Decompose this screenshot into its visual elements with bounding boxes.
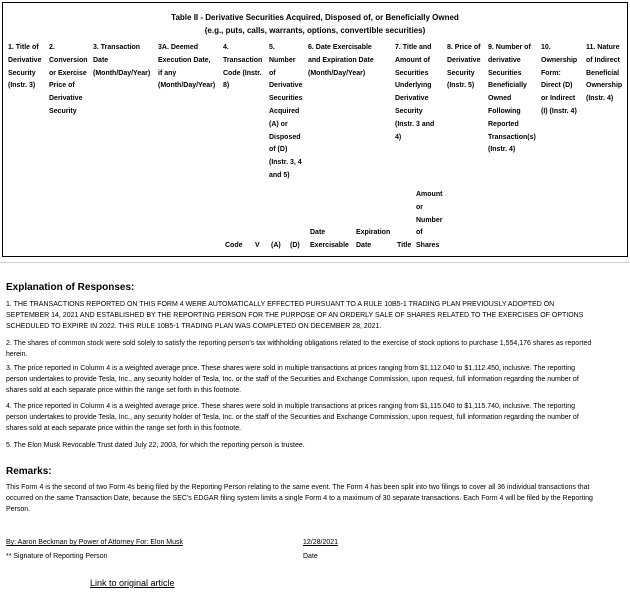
column-header-9-line: Security bbox=[447, 69, 475, 77]
derivative-table bbox=[2, 2, 628, 257]
signature-label: ** Signature of Reporting Person bbox=[6, 553, 108, 560]
column-header-10-line: Owned bbox=[488, 95, 512, 103]
footnote-4: 4. The price reported in Column 4 is a weighted average price. These shares were sold in multiple transactions at prices ranging from $1,115.040 to $1,115.740, inclusive. The reporting person undertakes to provide Tesla, Inc., any security holder of Tesla, Inc. or the staff of the Securities and Exchange Commission, upon request, full information regarding the number of shares sold at each separate price within the range set forth in this footnote. bbox=[6, 403, 579, 432]
column-header-8-line: Securities bbox=[395, 69, 429, 77]
subheader-amount-1: Amount bbox=[416, 191, 443, 198]
column-header-1-line: Derivative bbox=[8, 56, 42, 64]
column-header-11-line: (I) (Instr. 4) bbox=[541, 108, 577, 115]
column-header-10-line: Securities bbox=[488, 69, 522, 77]
subheader-date-exercisable-1: Date bbox=[310, 229, 326, 236]
column-header-10-line: derivative bbox=[488, 56, 521, 64]
footnote-5: 5. The Elon Musk Revocable Trust dated July 22, 2003, for which the reporting person is trustee. bbox=[6, 442, 305, 449]
column-header-2-line: Conversion bbox=[49, 56, 88, 64]
column-header-8-line: Underlying bbox=[395, 82, 432, 90]
column-header-10-line: Following bbox=[488, 108, 521, 115]
column-header-12-line: Ownership bbox=[586, 82, 623, 90]
column-header-8-line: Amount of bbox=[395, 56, 430, 64]
column-header-8-line: Derivative bbox=[395, 95, 429, 103]
subheader-amount-5: Shares bbox=[416, 242, 440, 249]
column-header-5-line: Code (Instr. bbox=[223, 69, 262, 77]
signature-date: 12/28/2021 bbox=[303, 539, 339, 546]
column-header-2-line: 2. bbox=[49, 44, 55, 51]
column-header-1-line: Security bbox=[8, 69, 36, 77]
subheader-v: V bbox=[255, 242, 260, 249]
table-subtitle: (e.g., puts, calls, warrants, options, convertible securities) bbox=[204, 26, 426, 35]
column-header-4-line: if any bbox=[158, 69, 177, 77]
column-header-11-line: 10. bbox=[541, 44, 551, 51]
signature-name: By: Aaron Beckman by Power of Attorney For: Elon Musk bbox=[6, 539, 184, 546]
column-header-6-line: 5. bbox=[269, 44, 275, 51]
footnote-1: 1. THE TRANSACTIONS REPORTED ON THIS FORM 4 WERE AUTOMATICALLY EFFECTED PURSUANT TO A RULE 10B5-1 TRADING PLAN PREVIOUSLY ADOPTED ON SEPTEMBER 14, 2021 AND ESTABLISHED BY THE REPORTING PERSON FOR THE PURPOSE OF AN ORDERLY SALE OF SHARES RELATED TO THE EXERCISES OF OPTIONS SCHEDULED TO EXPIRE IN 2022. THIS RULE 10B5-1 TRADING PLAN WAS COMPLETED ON DECEMBER 28, 2021. bbox=[6, 301, 584, 330]
footnote-2: 2. The shares of common stock were sold solely to satisfy the reporting person's tax withholding obligations related to the exercise of stock options to purchase 1,554,176 shares as reported herein. bbox=[6, 340, 592, 358]
column-header-8-line: 7. Title and bbox=[395, 44, 432, 51]
subheader-amount-3: Number bbox=[416, 217, 443, 224]
column-header-6-line: of (D) bbox=[269, 146, 288, 154]
column-header-9-line: (Instr. 5) bbox=[447, 82, 475, 90]
column-header-5-line: 4. bbox=[223, 44, 229, 51]
column-header-11-line: or Indirect bbox=[541, 95, 576, 103]
column-header-3-line: (Month/Day/Year) bbox=[93, 69, 151, 77]
explanation-heading: Explanation of Responses: bbox=[6, 282, 135, 293]
column-header-6-line: (Instr. 3, 4 bbox=[269, 159, 302, 167]
column-header-4-line: (Month/Day/Year) bbox=[158, 82, 216, 90]
column-header-12-line: (Instr. 4) bbox=[586, 95, 614, 103]
column-header-10-line: 9. Number of bbox=[488, 44, 531, 51]
column-header-12-line: Beneficial bbox=[586, 69, 620, 77]
date-label: Date bbox=[303, 553, 318, 560]
column-header-2-line: Price of bbox=[49, 82, 75, 90]
subheader-date-exercisable-2: Exercisable bbox=[310, 242, 349, 249]
footnote-3: 3. The price reported in Column 4 is a weighted average price. These shares were sold in multiple transactions at prices ranging from $1,112.040 to $1,112.450, inclusive. The reporting person undertakes to provide Tesla, Inc., any security holder of Tesla, Inc. or the staff of the Securities and Exchange Commission, upon request, full information regarding the number of shares sold at each separate price within the range set forth in this footnote. bbox=[6, 365, 579, 394]
section-divider bbox=[0, 262, 630, 263]
column-header-11-line: Form: bbox=[541, 69, 561, 77]
column-header-6-line: Securities bbox=[269, 95, 303, 103]
column-header-8-line: 4) bbox=[395, 133, 402, 141]
remarks-heading: Remarks: bbox=[6, 466, 52, 477]
column-header-11-line: Ownership bbox=[541, 56, 578, 64]
column-header-10-line: (Instr. 4) bbox=[488, 146, 516, 154]
column-header-12-line: of Indirect bbox=[586, 56, 620, 64]
subheader-a: (A) bbox=[271, 242, 281, 249]
column-header-9-line: Derivative bbox=[447, 56, 481, 64]
subheader-code: Code bbox=[225, 242, 243, 249]
column-header-1-line: 1. Title of bbox=[8, 44, 39, 51]
column-header-9-line: 8. Price of bbox=[447, 44, 481, 51]
column-header-6-line: and 5) bbox=[269, 172, 290, 179]
subheader-title: Title bbox=[397, 242, 412, 249]
column-header-8-line: Security bbox=[395, 108, 423, 115]
column-header-6-line: (A) or bbox=[269, 120, 288, 128]
subheader-d: (D) bbox=[290, 242, 300, 249]
column-header-6-line: of bbox=[269, 69, 276, 77]
subheader-expiration-2: Date bbox=[356, 242, 372, 249]
column-header-2-line: Security bbox=[49, 108, 77, 115]
column-header-10-line: Beneficially bbox=[488, 82, 527, 90]
column-header-12-line: 11. Nature bbox=[586, 44, 620, 51]
column-header-5-line: Transaction bbox=[223, 56, 263, 64]
remarks-text: This Form 4 is the second of two Form 4s being filed by the Reporting Person relating to the same event. The Form 4 has been split into two filings to cover all 36 individual transactions that occurred on the same Transaction Date, because the SEC's EDGAR filing system limits a single Form 4 to a maximum of 30 separate transactions. Each Form 4 will be filed by the Reporting Person. bbox=[6, 484, 593, 513]
column-header-3-line: 3. Transaction bbox=[93, 44, 141, 51]
column-header-6-line: Disposed bbox=[269, 133, 301, 141]
column-header-2-line: or Exercise bbox=[49, 69, 87, 77]
column-header-3-line: Date bbox=[93, 56, 109, 64]
column-header-6-line: Number bbox=[269, 56, 296, 64]
column-header-6-line: Derivative bbox=[269, 82, 303, 90]
column-header-8-line: (Instr. 3 and bbox=[395, 120, 435, 128]
original-article-link[interactable]: Link to original article bbox=[90, 578, 175, 588]
column-header-1-line: (Instr. 3) bbox=[8, 82, 36, 90]
column-header-10-line: Reported bbox=[488, 120, 519, 128]
table-title: Table II - Derivative Securities Acquired, Disposed of, or Beneficially Owned bbox=[171, 13, 459, 22]
column-header-7-line: 6. Date Exercisable bbox=[308, 44, 372, 51]
column-header-11-line: Direct (D) bbox=[541, 82, 573, 90]
column-header-4-line: 3A. Deemed bbox=[158, 44, 199, 51]
column-header-2-line: Derivative bbox=[49, 95, 83, 103]
column-header-5-line: 8) bbox=[223, 82, 230, 90]
subheader-amount-4: of bbox=[416, 229, 423, 236]
column-header-10-line: Transaction(s) bbox=[488, 133, 536, 141]
column-header-6-line: Acquired bbox=[269, 108, 300, 115]
column-header-7-line: and Expiration Date bbox=[308, 56, 374, 64]
subheader-amount-2: or bbox=[416, 204, 423, 211]
column-header-4-line: Execution Date, bbox=[158, 56, 211, 64]
subheader-expiration-1: Expiration bbox=[356, 229, 391, 236]
column-header-7-line: (Month/Day/Year) bbox=[308, 69, 366, 77]
